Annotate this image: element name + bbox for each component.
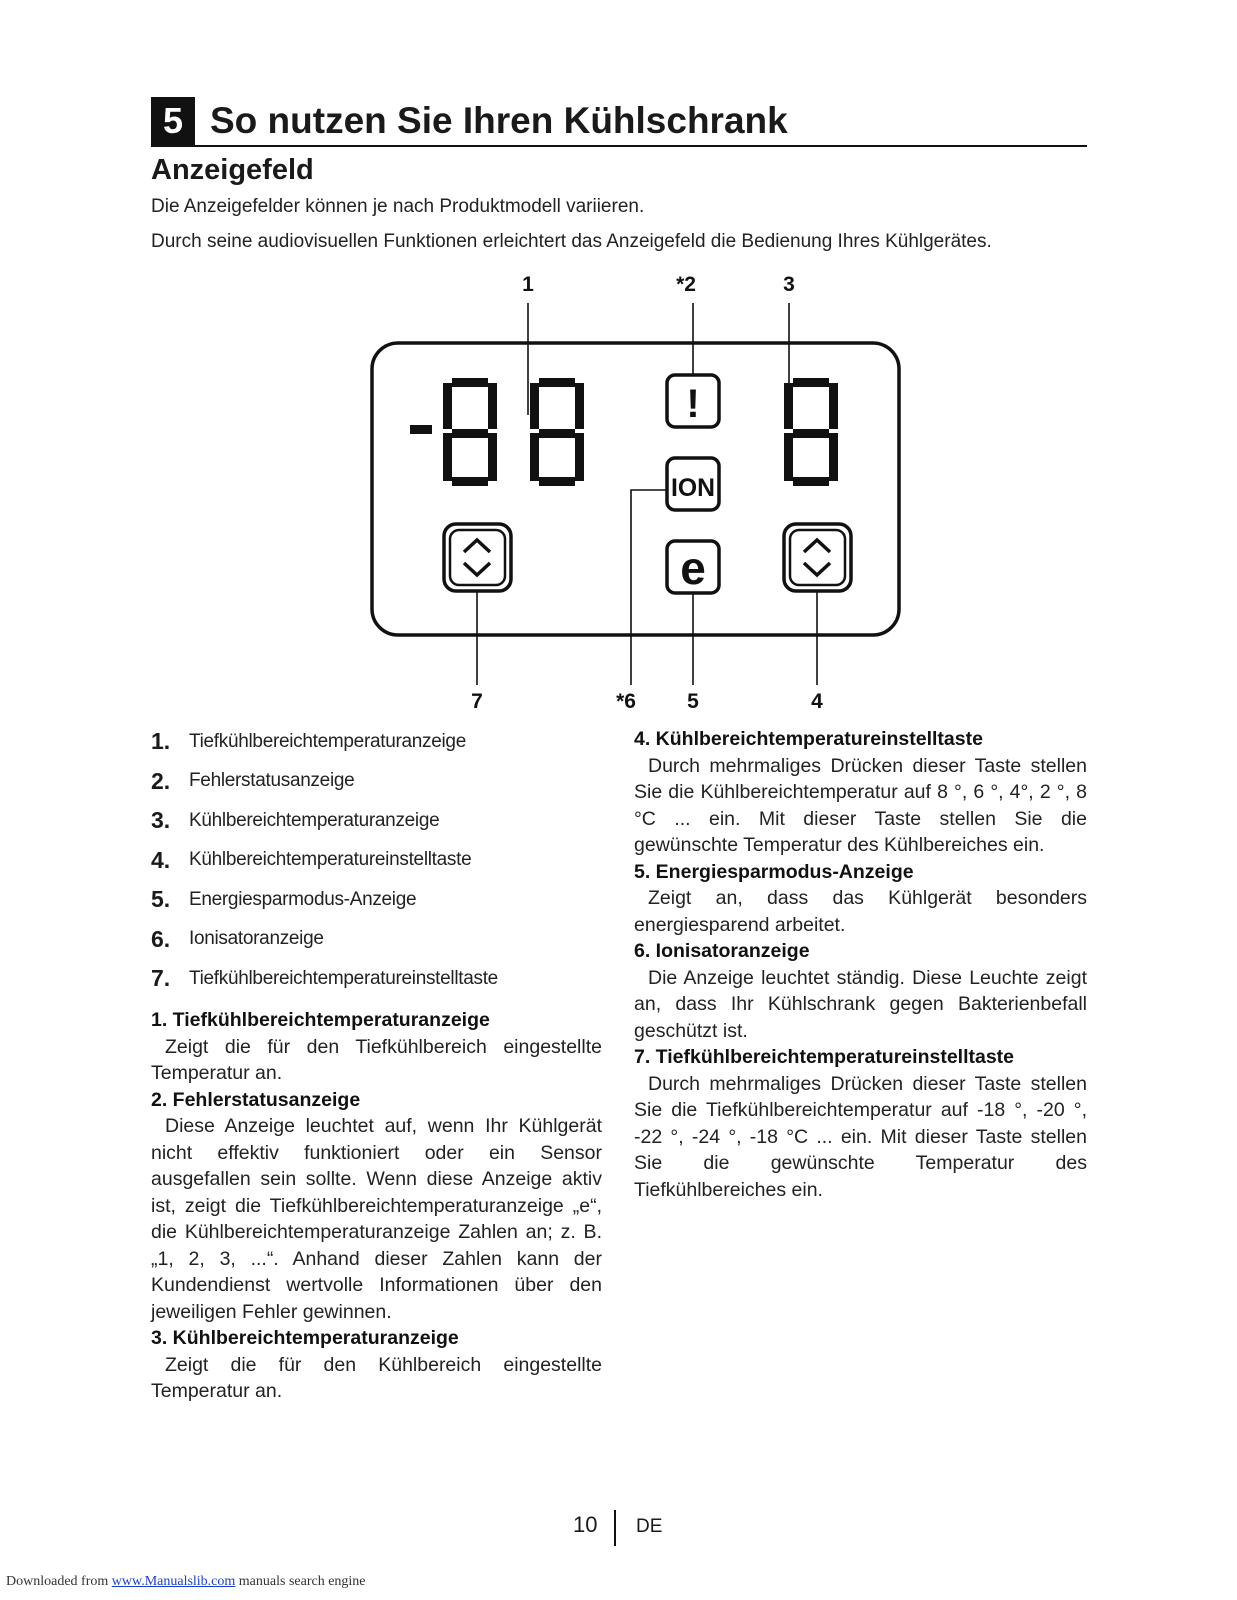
legend-item: 5. Energiesparmodus-Anzeige	[151, 886, 417, 913]
description-heading: 3. Kühlbereichtemperaturanzeige	[151, 1327, 459, 1349]
eco-icon	[667, 541, 719, 594]
description-heading: 7. Tiefkühlbereichtemperatureinstelltaste	[634, 1046, 1015, 1068]
page-separator	[614, 1510, 616, 1546]
callout-5: 5	[687, 690, 699, 710]
page-language: DE	[636, 1516, 663, 1537]
legend-item: 4. Kühlbereichtemperatureinstelltaste	[151, 846, 472, 873]
footer-suffix: manuals search engine	[235, 1574, 366, 1589]
description-body: Die Anzeige leuchtet ständig. Diese Leuchte zeigt an, dass Ihr Kühlschrank gegen Bakterienbefall geschützt ist.	[634, 966, 1087, 1042]
callout-2: *2	[676, 273, 696, 296]
chapter-rule	[151, 145, 1087, 147]
legend-item: 3. Kühlbereichtemperaturanzeige	[151, 807, 440, 834]
svg-text:e: e	[680, 542, 706, 594]
intro-text-2: Durch seine audiovisuellen Funktionen erleichtert das Anzeigefeld die Bedienung Ihres Kühlgerätes.	[151, 231, 992, 252]
svg-text:!: !	[686, 382, 700, 426]
section-title: Anzeigefeld	[151, 154, 314, 186]
ion-icon	[667, 458, 719, 510]
chapter-number: 5	[151, 97, 195, 145]
callout-6: *6	[616, 690, 636, 710]
manualslib-link[interactable]: www.Manualslib.com	[111, 1574, 236, 1589]
svg-text:ION: ION	[671, 474, 715, 502]
fridge-temperature-button[interactable]	[784, 524, 851, 591]
legend-item: 6. Ionisatoranzeige	[151, 925, 324, 952]
description-heading: 4. Kühlbereichtemperatureinstelltaste	[634, 728, 983, 750]
callout-1: 1	[522, 273, 534, 296]
description-heading: 5. Energiesparmodus-Anzeige	[634, 860, 914, 883]
descriptions-left	[151, 1007, 602, 1405]
seven-segment-digit	[530, 378, 584, 486]
descriptions-right	[634, 726, 1087, 1203]
description-body: Zeigt die für den Tiefkühlbereich eingestellte Temperatur an.	[151, 1035, 602, 1084]
freezer-temperature-button[interactable]	[444, 524, 511, 591]
description-body: Durch mehrmaliges Drücken dieser Taste stellen Sie die Kühlbereichtemperatur auf 8 °, 6 °, 4°, 2 °, 8 °C ... ein. Mit dieser Taste stellen Sie die gewünschte Temperatur des Kühlbereiches ein.	[634, 754, 1087, 856]
callout-4: 4	[811, 690, 823, 710]
legend-item: 2. Fehlerstatusanzeige	[151, 767, 355, 794]
description-heading: 1. Tiefkühlbereichtemperaturanzeige	[151, 1009, 490, 1031]
seven-segment-digit	[443, 378, 497, 486]
callout-7: 7	[471, 690, 483, 710]
callout-lines	[477, 303, 817, 685]
control-panel-diagram	[0, 265, 1237, 710]
description-heading: 2. Fehlerstatusanzeige	[151, 1088, 361, 1111]
page-number: 10	[573, 1512, 598, 1537]
description-body: Durch mehrmaliges Drücken dieser Taste stellen Sie die Tiefkühlbereichtemperatur auf -18 °, -20 °, -22 °, -24 °, -18 °C ... ein. Mit dieser Taste stellen Sie die gewünschte Temperatur des Tiefkühlbereiches ein.	[634, 1072, 1087, 1201]
legend-item: 1. Tiefkühlbereichtemperaturanzeige	[151, 728, 466, 755]
freezer-temperature-display	[410, 378, 584, 486]
fridge-temperature-display	[784, 378, 838, 486]
description-body: Diese Anzeige leuchtet auf, wenn Ihr Kühlgerät nicht effektiv funktioniert oder ein Sensor ausgefallen sein sollte. Wenn diese Anzeige aktiv ist, zeigt die Tiefkühlbereichtemperaturanzeige „e“, die Kühlbereichtemperaturanzeige Zahlen an; z. B. „1, 2, 3, ...“. Anhand dieser Zahlen kann der Kundendienst wertvolle Informationen über den jeweiligen Fehler gewinnen.	[151, 1115, 602, 1323]
download-footer	[6, 1574, 366, 1590]
description-heading: 6. Ionisatoranzeige	[634, 940, 810, 962]
legend-item: 7. Tiefkühlbereichtemperatureinstelltaste	[151, 965, 498, 992]
intro-text-1: Die Anzeigefelder können je nach Produktmodell variieren.	[151, 196, 645, 217]
footer-prefix: Downloaded from	[6, 1574, 112, 1589]
legend-list	[151, 722, 591, 999]
description-body: Zeigt die für den Kühlbereich eingestellte Temperatur an.	[151, 1353, 602, 1402]
warning-icon	[667, 375, 719, 427]
chapter-title: So nutzen Sie Ihren Kühlschrank	[210, 100, 788, 141]
description-body: Zeigt an, dass das Kühlgerät besonders energiesparend arbeitet.	[634, 887, 1087, 936]
callout-3: 3	[783, 273, 795, 296]
